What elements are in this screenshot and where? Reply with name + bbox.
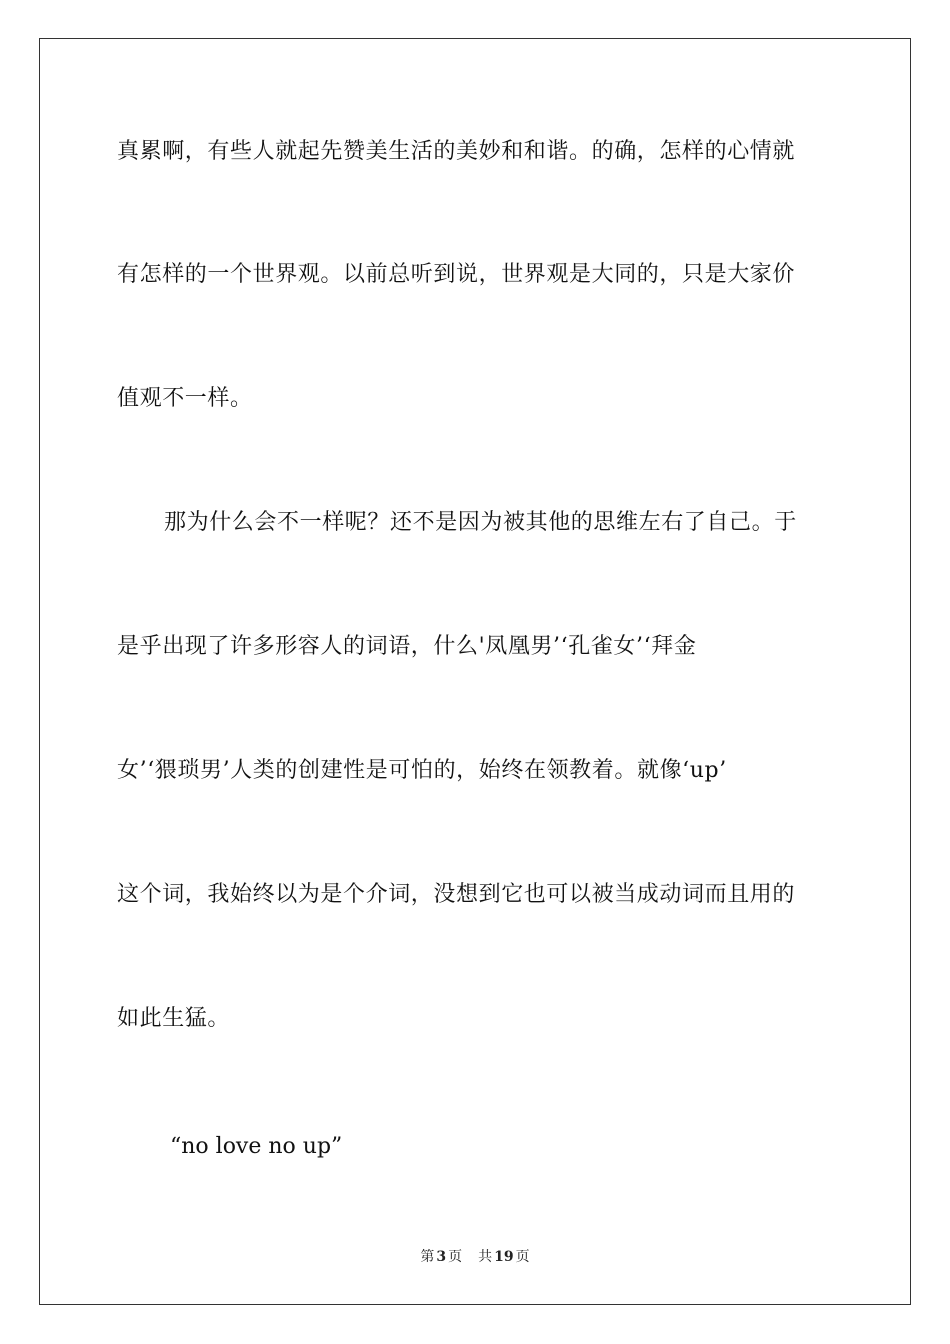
text-line: 如此生猛。 — [117, 1006, 231, 1031]
text-line: 这个词，我始终以为是个介词，没想到它也可以被当成动词而且用的 — [117, 882, 796, 907]
page-border — [39, 38, 911, 1305]
text-line: 值观不一样。 — [117, 386, 253, 411]
text-line: 有怎样的一个世界观。以前总听到说，世界观是大同的，只是大家价 — [117, 262, 796, 287]
page-prefix: 第 — [420, 1249, 435, 1265]
text-line: 是乎出现了许多形容人的词语，什么'凤凰男’‘孔雀女’‘拜金 — [117, 634, 697, 659]
text-line: 那为什么会不一样呢？还不是因为被其他的思维左右了自己。于 — [164, 510, 797, 535]
page-number: 3 — [436, 1249, 447, 1265]
text-line: 真累啊，有些人就起先赞美生活的美妙和和谐。的确，怎样的心情就 — [117, 139, 796, 164]
page-suffix: 页 — [448, 1249, 463, 1265]
total-prefix: 共 — [478, 1249, 493, 1265]
total-pages: 19 — [494, 1249, 514, 1265]
text-line: “no love no up” — [170, 1134, 343, 1159]
page-footer — [0, 1247, 950, 1267]
text-line: 女’‘猥琐男’人类的创建性是可怕的，始终在领教着。就像‘up’ — [117, 758, 727, 783]
total-suffix: 页 — [515, 1249, 530, 1265]
